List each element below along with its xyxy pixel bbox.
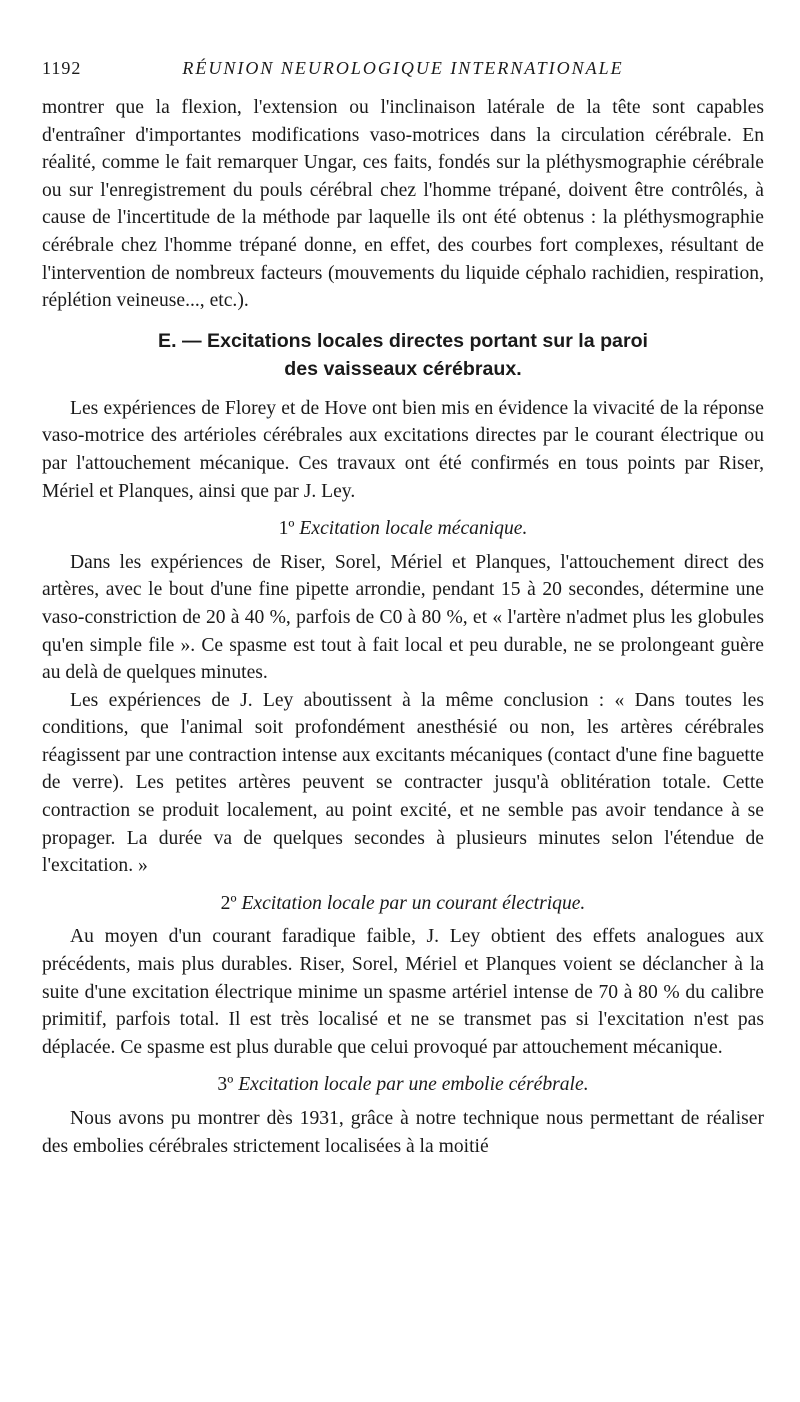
subsection-3-heading	[42, 1071, 764, 1099]
subsection-1-title: Excitation locale mécanique.	[299, 518, 528, 540]
subsection-3-title: Excitation locale par une embolie cérébrale.	[238, 1074, 589, 1096]
subsection-3-paragraph: Nous avons pu montrer dès 1931, grâce à notre technique nous permettant de réaliser des embolies cérébrales strictement localisées à la moitié	[42, 1108, 764, 1157]
page-number: 1192	[42, 58, 82, 78]
subsection-2-title: Excitation locale par un courant électrique.	[241, 892, 586, 914]
subsection-1-heading	[42, 515, 764, 543]
subsection-2-paragraph: Au moyen d'un courant faradique faible, J. Ley obtient des effets analogues aux précédents, mais plus durables. Riser, Sorel, Mériel et Planques voient se déclancher à la suite d'une excitation électrique minime un spasme artériel intense de 70 à 80 % du calibre primitif, parfois total. Il est très localisé et ne se transmet pas si l'excitation n'est pas déplacée. Ce spasme est plus durable que celui provoqué par attouchement mécanique.	[42, 926, 764, 1058]
running-title: RÉUNION NEUROLOGIQUE INTERNATIONALE	[182, 58, 624, 78]
section-e-heading-line2: des vaisseaux cérébraux.	[284, 357, 522, 380]
intro-paragraph: montrer que la flexion, l'extension ou l'inclinaison latérale de la tête sont capables d'entraîner d'importantes modifications vaso-motrices dans la circulation cérébrale. En réalité, comme le fait remarquer Ungar, ces faits, fondés sur la pléthysmographie cérébrale ou sur l'enregistrement du pouls cérébral chez l'homme trépané, doivent être contrôlés, à cause de l'incertitude de la méthode par laquelle ils ont été obtenus : la pléthysmographie cérébrale chez l'homme trépané donne, en effet, des courbes fort complexes, résultant de l'intervention de nombreux facteurs (mouvements du liquide céphalo rachidien, respiration, réplétion veineuse..., etc.).	[42, 97, 764, 312]
section-e-heading	[42, 327, 764, 383]
subsection-3-number: 3º	[217, 1074, 239, 1096]
page	[42, 58, 764, 1160]
subsection-1-paragraph-2: Les expériences de J. Ley aboutissent à la même conclusion : « Dans toutes les conditions, que l'animal soit profondément anesthésié ou non, les artères cérébrales réagissent par une contraction intense aux excitants mécaniques (contact d'une fine baguette de verre). Les petites artères peuvent se contracter jusqu'à oblitération totale. Cette contraction se produit localement, au point excité, et ne semble pas avoir tendance à se propager. La durée va de quelques secondes à plusieurs minutes selon l'étendue de l'excitation. »	[42, 689, 764, 877]
section-e-paragraph: Les expériences de Florey et de Hove ont bien mis en évidence la vivacité de la réponse vaso-motrice des artérioles cérébrales aux excitations directes par le courant électrique ou par l'attouchement mécanique. Ces travaux ont été confirmés en tous points par Riser, Mériel et Planques, ainsi que par J. Ley.	[42, 397, 764, 502]
running-header	[42, 58, 764, 94]
subsection-1-paragraph-1: Dans les expériences de Riser, Sorel, Mériel et Planques, l'attouchement direct des artères, avec le bout d'une fine pipette arrondie, pendant 15 à 20 secondes, détermine une vaso-constriction de 20 à 40 %, parfois de C0 à 80 %, et « l'artère n'admet plus les globules qu'en simple file ». Ce spasme est tout à fait local et peu durable, ne se prolongeant guère au delà de quelques minutes.	[42, 551, 764, 684]
section-e-heading-line1: E. — Excitations locales directes portant sur la paroi	[158, 329, 648, 352]
subsection-1-number: 1º	[278, 518, 300, 540]
subsection-2-number: 2º	[220, 892, 242, 914]
subsection-2-heading	[42, 890, 764, 918]
